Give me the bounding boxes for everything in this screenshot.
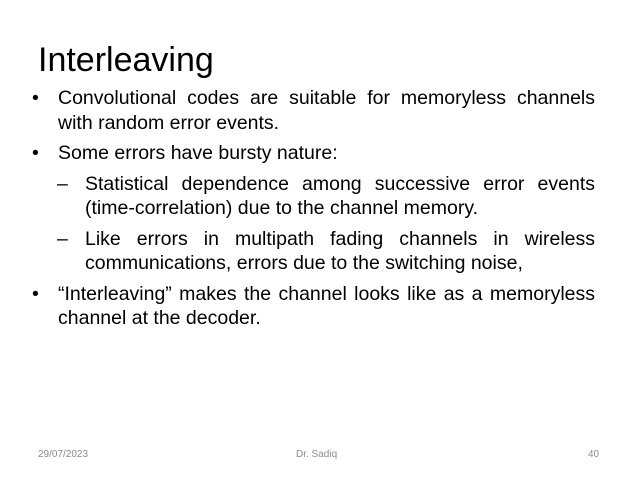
sub-bullet-item [30,227,595,276]
footer-author: Dr. Sadiq [296,449,338,460]
bullet-marker: • [32,87,39,109]
bullet-marker: • [32,282,39,305]
bullet-text: Some errors have bursty nature: [58,142,338,164]
bullet-marker: • [32,142,39,164]
sub-bullet-item [30,172,595,221]
sub-bullet-marker: – [57,227,68,250]
sub-bullet-marker: – [57,172,68,195]
slide-title: Interleaving [38,41,214,79]
bullet-text: “Interleaving” makes the channel looks like as a memoryless channel at the decoder. [58,282,595,329]
sub-bullet-text: Like errors in multipath fading channels in wireless communications, errors due to the switching noise, [85,227,595,274]
slide-body [30,86,595,337]
bullet-item [30,141,595,166]
bullet-item [30,282,595,331]
bullet-item [30,86,595,135]
footer-date: 29/07/2023 [38,449,89,460]
footer-page-number: 40 [588,449,600,460]
sub-bullet-text: Statistical dependence among successive error events (time-correlation) due to the channel memory. [85,172,595,219]
bullet-text: Convolutional codes are suitable for memoryless channels with random error events. [58,87,595,134]
